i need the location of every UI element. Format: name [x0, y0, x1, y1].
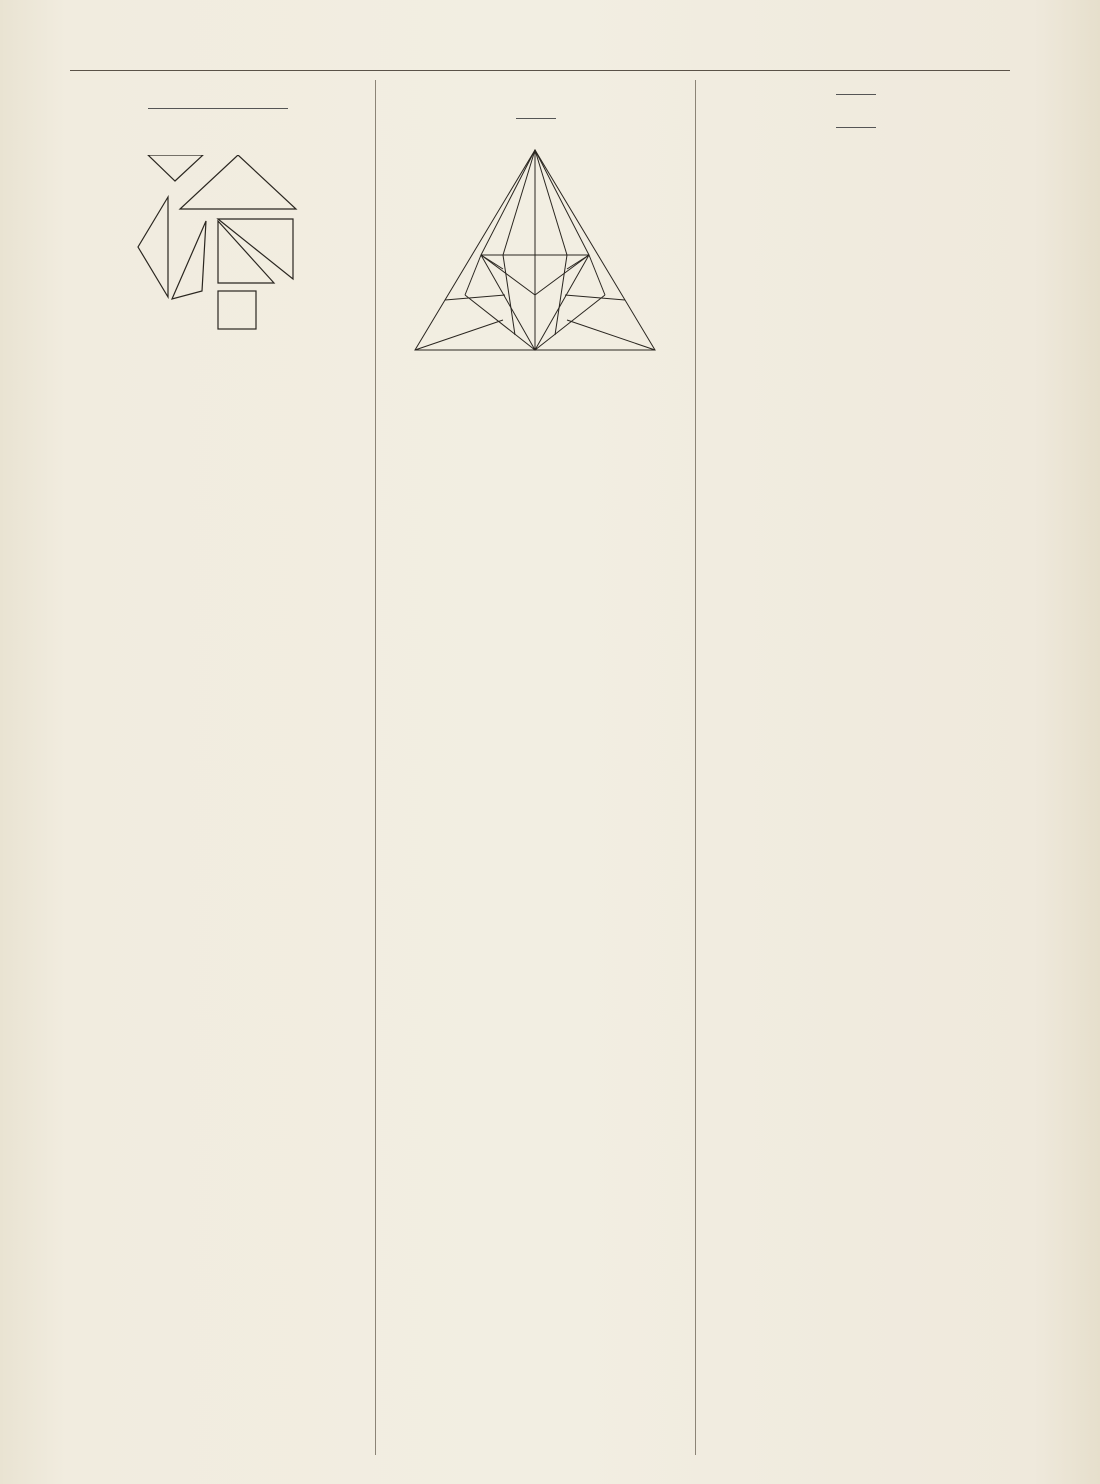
column-2: [385, 78, 687, 396]
tangram-piece: [218, 219, 293, 279]
tangram-piece: [218, 291, 256, 329]
running-header: [70, 44, 1010, 71]
tangram-piece: [218, 221, 274, 283]
tangram-piece: [172, 221, 206, 299]
tangram-piece: [180, 155, 296, 209]
tangram-piece: [138, 197, 168, 297]
column-3: [703, 78, 1008, 222]
triangle-solution-figure: [385, 145, 685, 355]
tangram-piece: [148, 155, 203, 181]
tangram-pieces-figure: [68, 155, 368, 345]
column-rule: [375, 80, 376, 1455]
column-1: [68, 78, 368, 532]
column-rule: [695, 80, 696, 1455]
